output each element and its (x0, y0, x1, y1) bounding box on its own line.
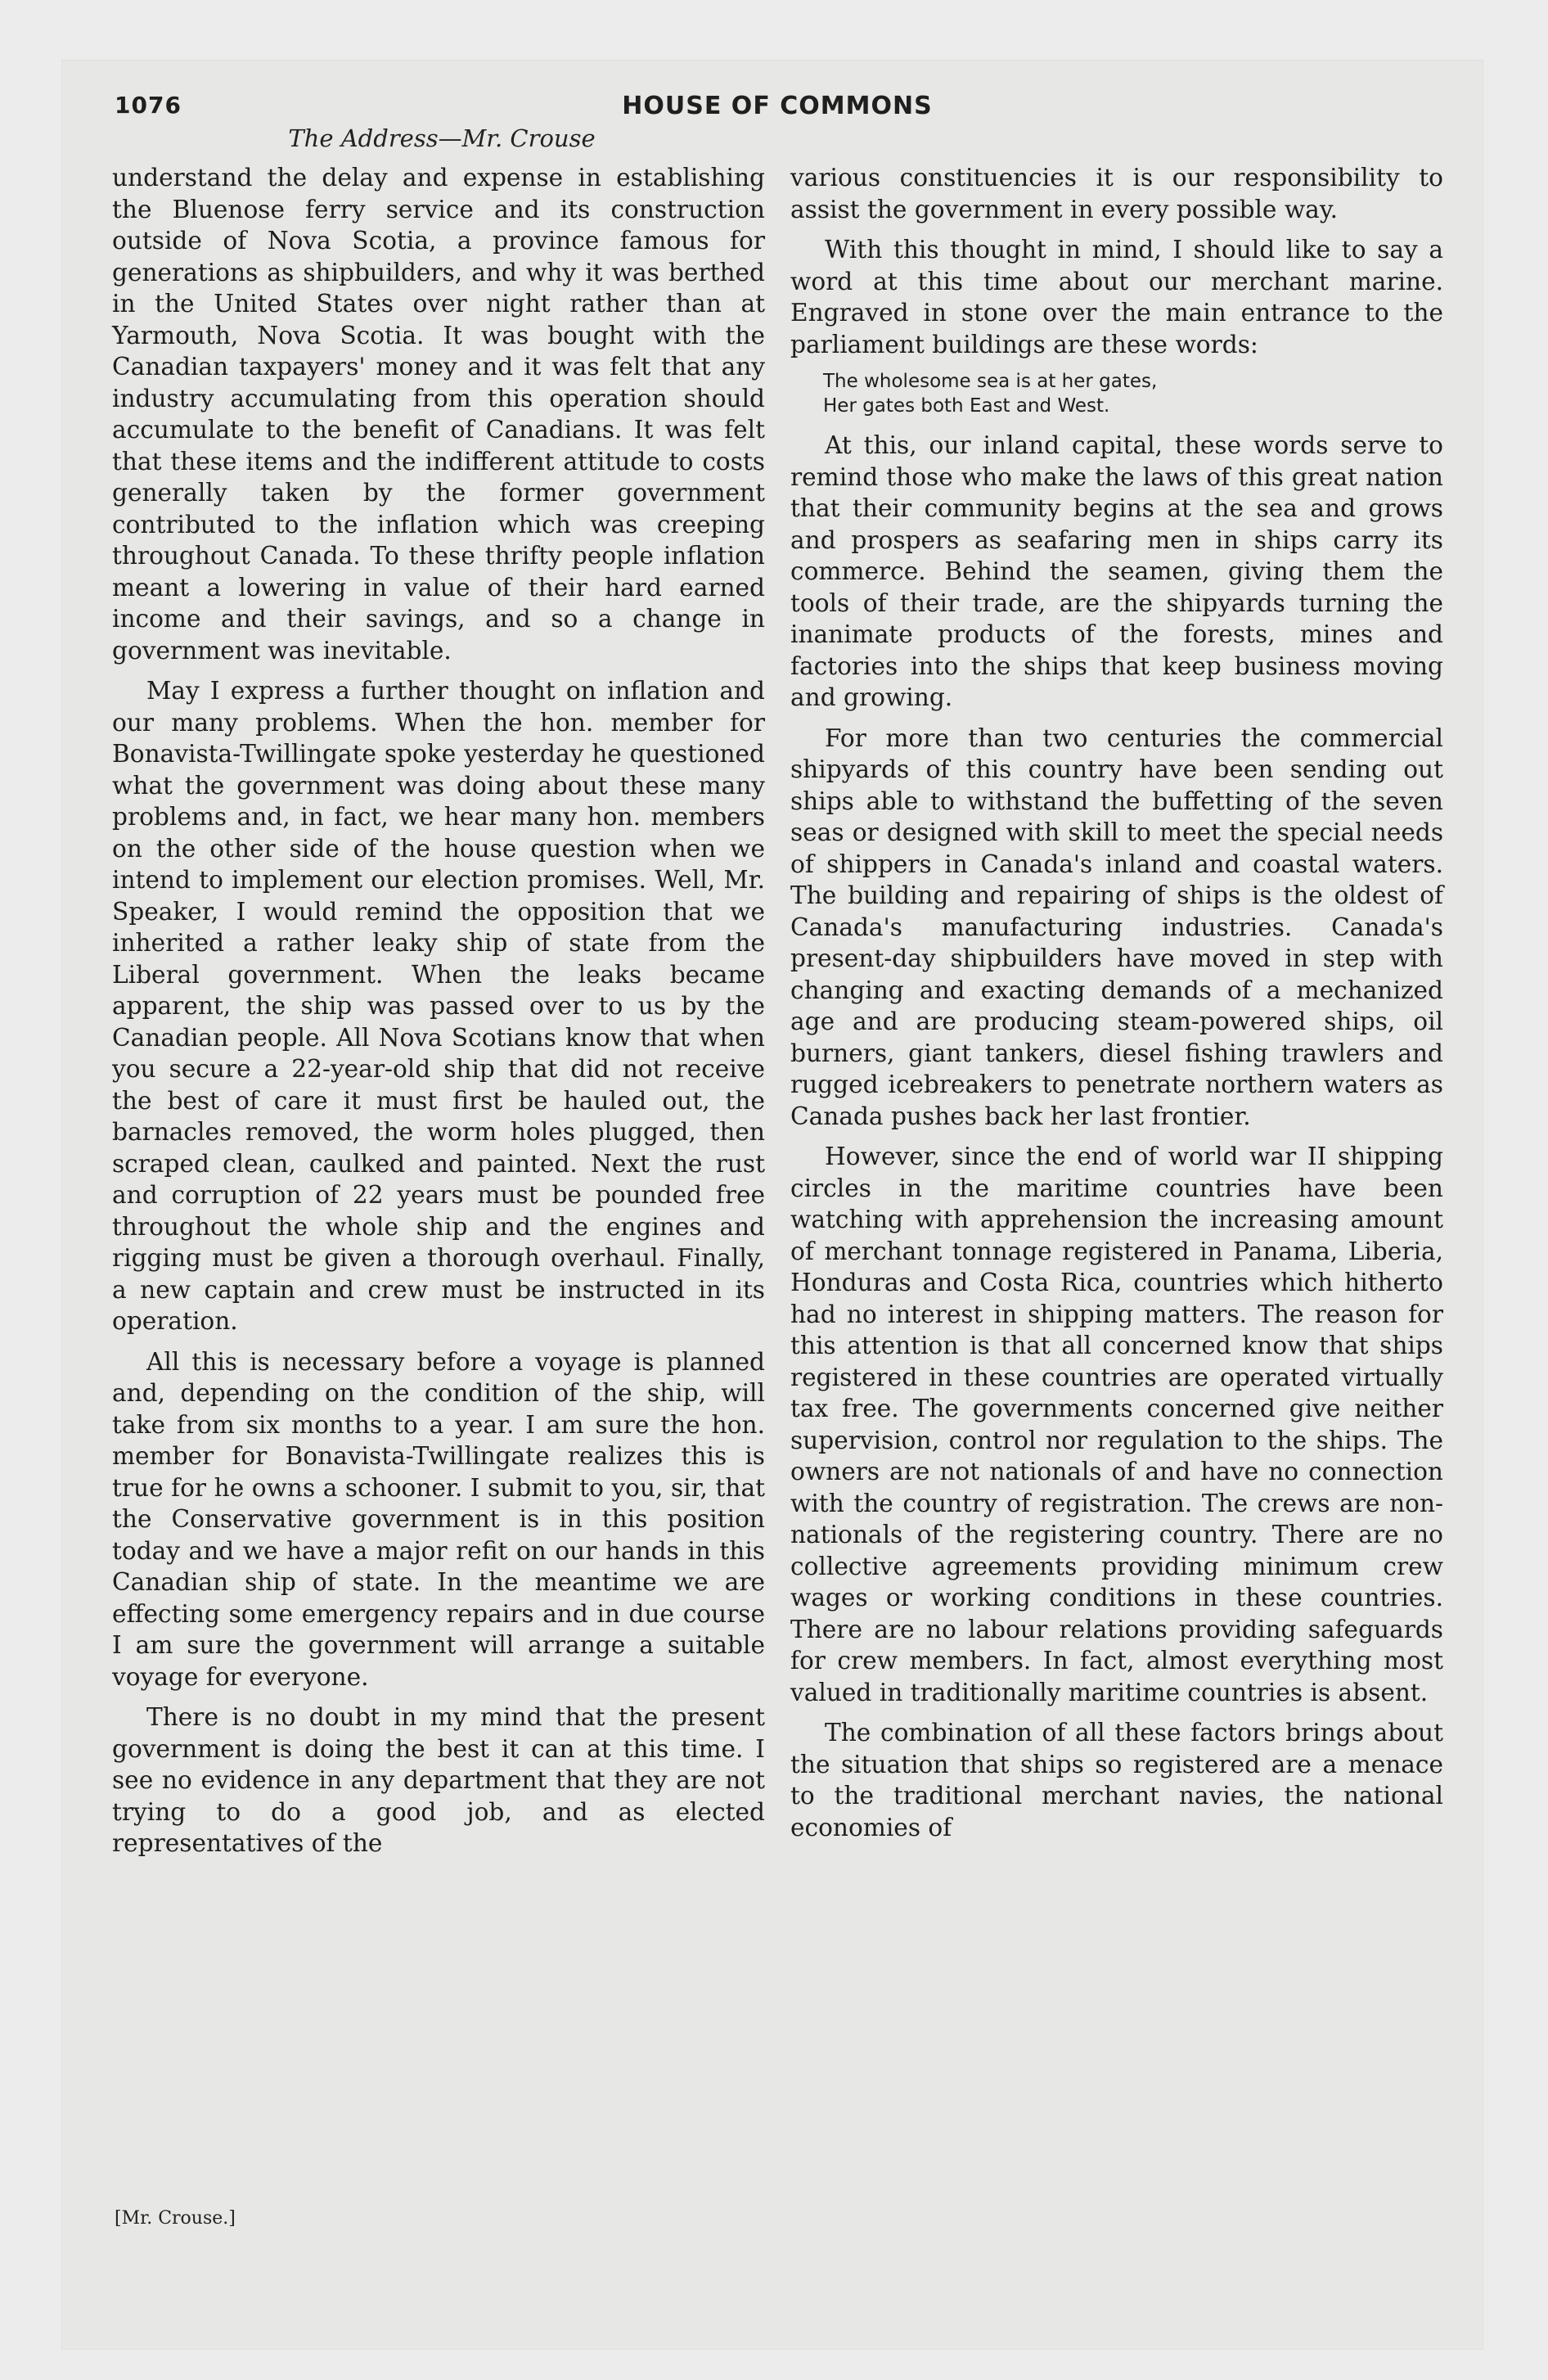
right-column (790, 162, 1443, 1852)
verse-line: The wholesome sea is at her gates, (823, 371, 1158, 392)
inscription-verse (823, 369, 1443, 418)
paragraph: various constituencies it is our responsibility to assist the government in every possible way. (790, 164, 1443, 223)
paragraph: All this is necessary before a voyage is planned and, depending on the condition of the ship, will take from six months to a year. I am sure the hon. member for Bonavista-Twillingate realizes this is true for he owns a schooner. I submit to you, sir, that the Conservative government is in this position today and we have a major refit on our hands in this Canadian ship of state. In the meantime we are effecting some emergency repairs and in due course I am sure the government will arrange a suitable voyage for everyone. (112, 1347, 765, 1691)
paragraph: However, since the end of world war II shipping circles in the maritime countries have been watching with apprehension the increasing amount of merchant tonnage registered in Panama, Liberia, Honduras and Costa Rica, countries which hitherto had no interest in shipping matters. The reason for this attention is that all concerned know that ships registered in these countries are operated virtually tax free. The governments concerned give neither supervision, control nor regulation to the ships. The owners are not nationals of and have no connection with the country of registration. The crews are non-nationals of the registering country. There are no collective agreements providing minimum crew wages or working conditions in these countries. There are no labour relations providing safeguards for crew members. In fact, almost everything most valued in traditionally maritime countries is absent. (790, 1143, 1443, 1706)
paragraph: May I express a further thought on inflation and our many problems. When the hon. member for Bonavista-Twillingate spoke yesterday he questioned what the government was doing about these many problems and, in fact, we hear many hon. members on the other side of the house question when we intend to implement our election promises. Well, Mr. Speaker, I would remind the opposition that we inherited a rather leaky ship of state from the Liberal government. When the leaks became apparent, the ship was passed over to us by the Canadian people. All Nova Scotians know that when you secure a 22-year-old ship that did not receive the best of care it must first be hauled out, the barnacles removed, the worm holes plugged, then scraped clean, caulked and painted. Next the rust and corruption of 22 years must be pounded free throughout the whole ship and the engines and rigging must be given a thorough overhaul. Finally, a new captain and crew must be instructed in its operation. (112, 677, 765, 1335)
speaker-footer: [Mr. Crouse.] (115, 2208, 236, 2229)
paragraph: For more than two centuries the commercial shipyards of this country have been sending out ships able to withstand the buffetting of the seven seas or designed with skill to meet the special needs of shippers in Canada's inland and coastal waters. The building and repairing of ships is the oldest of Canada's manufacturing industries. Canada's present-day shipbuilders have moved in step with changing and exacting demands of a mechanized age and are producing steam-powered ships, oil burners, giant tankers, diesel fishing trawlers and rugged icebreakers to penetrate northern waters as Canada pushes back her last frontier. (790, 723, 1443, 1130)
verse-line: Her gates both East and West. (823, 395, 1110, 417)
paragraph: There is no doubt in my mind that the present government is doing the best it can at this time. I see no evidence in any department that they are not trying to do a good job, and as elected representatives of the (112, 1703, 765, 1857)
page-number: 1076 (115, 92, 182, 119)
section-subheading: The Address—Mr. Crouse (288, 124, 596, 152)
paragraph: At this, our inland capital, these words serve to remind those who make the laws of this great nation that their community begins at the sea and grows and prospers as seafaring men in ships carry its commerce. Behind the seamen, giving them the tools of their trade, are the shipyards turning the inanimate products of the forests, mines and factories into the ships that keep business moving and growing. (790, 431, 1443, 711)
left-column (112, 162, 765, 1868)
running-header (115, 92, 1440, 128)
page-title: HOUSE OF COMMONS (622, 92, 933, 120)
paragraph: understand the delay and expense in establishing the Bluenose ferry service and its construction outside of Nova Scotia, a province famous for generations as shipbuilders, and why it was berthed in the United States over night rather than at Yarmouth, Nova Scotia. It was bought with the Canadian taxpayers' money and it was felt that any industry accumulating from this operation should accumulate to the benefit of Canadians. It was felt that these items and the indifferent attitude to costs generally taken by the former government contributed to the inflation which was creeping throughout Canada. To these thrifty people inflation meant a lowering in value of their hard earned income and their savings, and so a change in government was inevitable. (112, 164, 765, 665)
paragraph: With this thought in mind, I should like to say a word at this time about our merchant marine. Engraved in stone over the main entrance to the parliament buildings are these words: (790, 236, 1443, 358)
paragraph: The combination of all these factors brings about the situation that ships so registered are a menace to the traditional merchant navies, the national economies of (790, 1719, 1443, 1841)
